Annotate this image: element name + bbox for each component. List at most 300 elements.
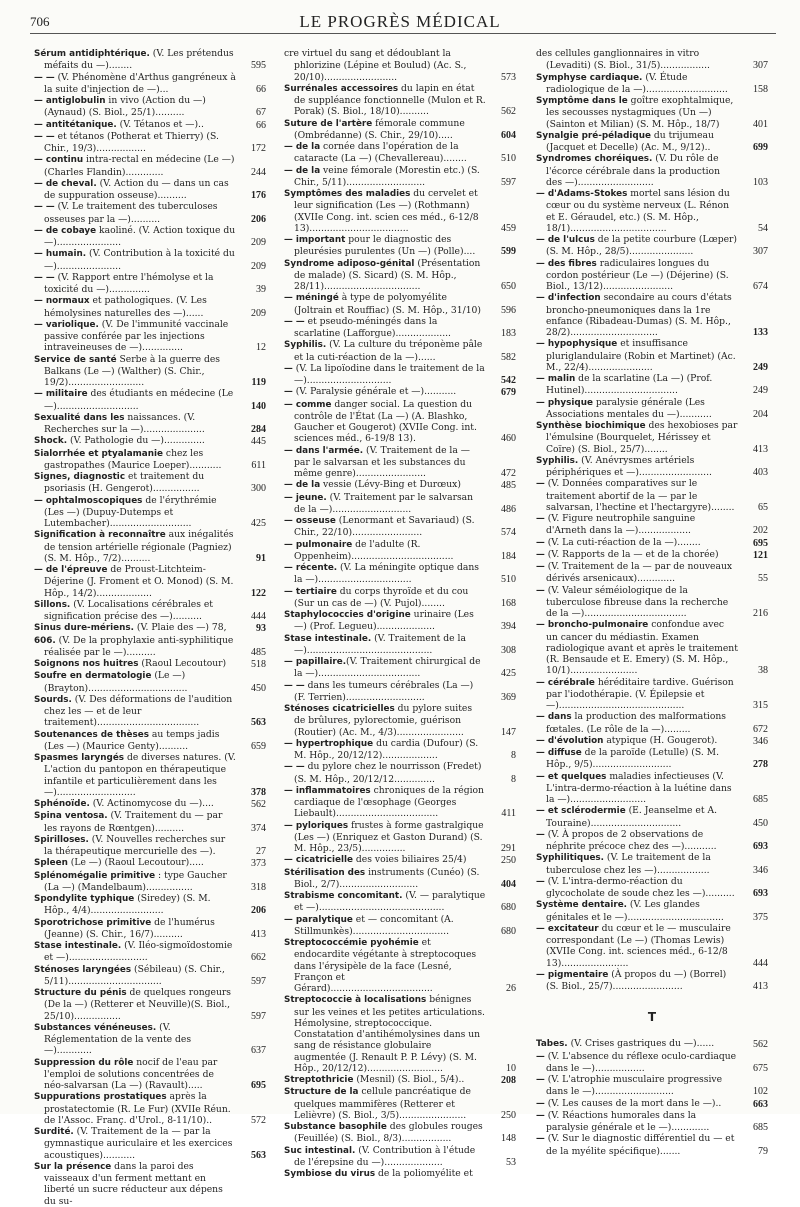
entry-term: — dans: [536, 712, 572, 723]
header-rule: [30, 33, 776, 34]
entry-term: —: [536, 1110, 545, 1121]
entry-reference: instruments (Cunéo) (S. Biol., 2/7)...........................: [294, 866, 480, 890]
entry-reference: (Le —) (Raoul Lecoutour).....: [67, 857, 204, 869]
entry-reference: aux inégalités de tension artérielle régionale (Pagniez) (S. M. Hôp., 7/2)..........: [44, 529, 234, 564]
entry-page-number: 308: [501, 644, 516, 656]
entry-term: — de la: [284, 142, 321, 152]
index-entry: [284, 515, 516, 539]
entry-term: — —: [34, 202, 55, 213]
entry-reference: héréditaire tardive. Guérison par l'iodothérapie. (V. Épilepsie et —)...........................................: [546, 676, 734, 711]
index-entry: [536, 771, 768, 806]
index-entry: [284, 292, 516, 316]
entry-reference: (V. Phénomène d'Arthus gangréneux à la suite d'injection de —)...: [44, 71, 236, 95]
entry-page-number: 444: [753, 957, 768, 969]
entry-term: Sporotrichose primitive: [34, 917, 152, 928]
entry-reference: dans les tumeurs cérébrales (La —) (F. Terrien)...........................: [294, 679, 474, 703]
entry-page-number: 250: [501, 1109, 516, 1121]
entry-page-number: 680: [501, 902, 516, 914]
entry-reference: de l'humérus (Jeanne) (S. Chir., 16/7)..........: [44, 916, 215, 940]
entry-page-number: 611: [251, 459, 266, 471]
index-entry: [284, 785, 516, 820]
entry-reference: maladies infectieuses (V. L'intra-dermo-réaction à la luétine dans la —)..........................: [546, 770, 732, 805]
index-entry: [284, 492, 516, 516]
entry-page-number: 204: [753, 408, 768, 420]
entry-term: — méningé: [284, 293, 339, 304]
entry-page-number: 67: [256, 107, 266, 119]
index-columns: [34, 48, 774, 1207]
entry-page-number: 307: [753, 60, 768, 72]
entry-page-number: 695: [753, 537, 768, 549]
entry-term: — humain.: [34, 249, 87, 260]
entry-term: — de l'ulcus: [536, 235, 595, 245]
entry-reference: (V. L'intra-dermo-réaction du glycocholate de soude chez les —)..........: [544, 875, 735, 899]
entry-page-number: 93: [256, 623, 266, 635]
entry-reference: des étudiants en médecine (Le —)............................: [44, 388, 234, 412]
entry-page-number: 54: [758, 222, 768, 234]
entry-reference: de l'adulte (R. Oppenheim)...................................: [294, 538, 454, 562]
entry-reference: dans la paroi des vaisseaux d'un ferment mettant en liberté un sucre réducteur aux dépens du su-: [44, 1160, 223, 1207]
index-entry: [34, 635, 266, 659]
index-entry: [536, 876, 768, 900]
entry-term: Système dentaire.: [536, 900, 628, 911]
index-entry: [284, 820, 516, 855]
page-header: [30, 12, 770, 34]
entry-reference: des hexobioses par l'émulsine (Bourquelet, Hérissey et Coïre) (S. Biol., 25/7)........: [546, 420, 738, 455]
entry-term: — continu: [34, 155, 84, 166]
entry-term: Signes, diagnostic: [34, 472, 126, 482]
entry-term: Spasmes laryngés: [34, 753, 125, 763]
index-entry: [284, 1168, 516, 1180]
entry-term: —: [536, 549, 545, 560]
entry-page-number: 599: [501, 246, 516, 258]
index-entry: [34, 354, 266, 389]
entry-reference: (V. Les prétendus méfaits du —)........: [44, 48, 234, 72]
entry-term: — de la: [284, 165, 321, 176]
entry-term: Sur la présence: [34, 1161, 112, 1172]
entry-page-number: 176: [251, 190, 266, 201]
entry-page-number: 403: [753, 467, 768, 478]
entry-page-number: 244: [251, 166, 266, 178]
entry-page-number: 158: [753, 83, 768, 95]
entry-term: Syphilis.: [284, 340, 327, 351]
entry-page-number: 168: [501, 597, 516, 609]
entry-page-number: 425: [251, 518, 266, 529]
entry-term: —: [536, 514, 545, 524]
index-entry: [284, 445, 516, 480]
entry-page-number: 573: [501, 71, 516, 83]
entry-reference: de quelques rongeurs (De la —) (Retterer et Neuville)(S. Biol., 25/10)................: [44, 987, 231, 1022]
entry-reference: (Lenormant et Savariaud) (S. Chir., 22/10)........................: [294, 515, 475, 539]
entry-term: — hypophysique: [536, 339, 618, 350]
entry-reference: du pylore chez le nourrisson (Fredet) (S. M. Hôp., 20/12/12..............: [294, 761, 482, 785]
entry-page-number: 206: [251, 905, 266, 917]
entry-term: Suppression du rôle: [34, 1057, 134, 1068]
entry-term: Stérilisation des: [284, 867, 366, 878]
index-entry: [284, 386, 516, 398]
entry-page-number: 637: [251, 1045, 266, 1057]
index-entry: [34, 964, 266, 988]
entry-page-number: 206: [251, 213, 266, 225]
entry-page-number: 8: [511, 773, 516, 785]
entry-reference: (V. Rapport entre l'hémolyse et la toxicité du —)..............: [44, 271, 214, 295]
entry-page-number: 91: [256, 552, 266, 564]
entry-term: — osseuse: [284, 516, 336, 526]
entry-page-number: 693: [753, 888, 768, 899]
entry-reference: (V. L'absence du réflexe oculo-cardiaque dans le —).................: [544, 1050, 737, 1074]
index-entry: [284, 854, 516, 866]
index-entry: [536, 95, 768, 130]
index-entry: [284, 738, 516, 762]
entry-term: Sérum antidiphtérique.: [34, 49, 150, 59]
index-entry: [34, 295, 266, 319]
index-entry: [284, 141, 516, 165]
entry-term: — de l'épreuve: [34, 565, 108, 575]
entry-term: Signification à reconnaître: [34, 530, 166, 541]
index-entry: [284, 761, 516, 785]
entry-page-number: 119: [251, 377, 266, 388]
index-entry: [34, 435, 266, 447]
entry-reference: au temps jadis (Les —) (Maurice Genty)..........: [44, 728, 220, 752]
index-entry: [34, 388, 266, 412]
index-entry: [536, 852, 768, 876]
entry-term: Splénomégalie primitive: [34, 870, 156, 881]
entry-term: Syndromes choréiques.: [536, 154, 653, 165]
entry-term: —: [536, 1134, 545, 1145]
entry-page-number: 460: [501, 433, 516, 445]
entry-page-number: 291: [501, 843, 516, 854]
entry-page-number: 404: [501, 878, 516, 890]
entry-page-number: 202: [753, 525, 768, 537]
entry-page-number: 685: [753, 794, 768, 805]
entry-reference: (V. Paralysie générale et —)...........: [292, 386, 457, 398]
index-entry: [34, 248, 266, 272]
entry-reference: de la poliomyélite et: [375, 1168, 473, 1179]
entry-term: Spleen: [34, 858, 68, 869]
entry-term: Shock.: [34, 436, 68, 447]
entry-reference: cre virtuel du sang et dédoublant la phlorizine (Lépine et Boulud) (Ac. S., 20/10).........................: [284, 48, 467, 83]
entry-term: — —: [34, 272, 55, 283]
entry-term: — comme: [284, 399, 332, 410]
index-entry: [284, 680, 516, 704]
entry-term: — d'infection: [536, 293, 601, 304]
entry-reference: secondaire au cours d'états broncho-pneumoniques dans la 1re enfance (Ribadeau-Dumas) (S. M. Hôp., 28/2)..............................: [546, 292, 732, 338]
entry-term: Sourds.: [34, 694, 72, 705]
index-entry: [284, 633, 516, 657]
entry-term: Stase intestinale.: [34, 941, 122, 951]
entry-page-number: 184: [501, 550, 516, 562]
entry-reference: chez les gastropathes (Maurice Loeper)...........: [44, 447, 222, 471]
entry-reference: (V. De l'immunité vaccinale passive conférée par les injections intraveineuses de —)..............: [44, 318, 229, 354]
index-entry: [284, 914, 516, 938]
entry-reference: (V. Traitement de la — par de nouveaux dérivés arsenicaux).............: [544, 561, 733, 585]
entry-page-number: 596: [501, 304, 516, 316]
entry-page-number: 38: [758, 665, 768, 677]
entry-term: — pulmonaire: [284, 539, 353, 550]
entry-reference: (V. Des déformations de l'audition chez les — et de leur traitement)...................................: [44, 693, 233, 729]
entry-reference: confondue avec un cancer du médiastin. Examen radiologique avant et après le traitement (R. Bensaude et E. Emery) (S. M. Hôp., 10/1).......................: [546, 619, 738, 677]
index-entry: [284, 937, 516, 994]
entry-page-number: 209: [251, 237, 266, 248]
entry-reference: de la petite courbure (Lœper) (S. M. Hôp., 28/5)......................: [546, 234, 737, 258]
entry-term: — d'évolution: [536, 735, 604, 746]
index-entry: [536, 72, 768, 96]
entry-reference: de Proust-Litchteim-Déjerine (J. Froment et O. Monod) (S. M. Hôp., 14/2)...................: [44, 564, 234, 599]
index-entry: [284, 1074, 516, 1086]
index-entry: [284, 656, 516, 680]
entry-page-number: 39: [256, 284, 266, 295]
entry-page-number: 699: [753, 142, 768, 153]
entry-term: — normaux: [34, 296, 90, 307]
entry-reference: (V. L'atrophie musculaire progressive dans le —)...........................: [544, 1074, 723, 1098]
entry-reference: et pathologiques. (V. Les hémolysines naturelles des —)......: [44, 295, 207, 319]
entry-reference: naissances. (V. Recherches sur la —).....................: [44, 411, 205, 435]
entry-term: Streptothricie: [284, 1075, 354, 1085]
entry-reference: (V. Anévrysmes artériels périphériques et —).........................: [546, 454, 712, 478]
index-entry: [284, 479, 516, 491]
entry-term: Tabes.: [536, 1039, 568, 1050]
entry-term: Sexualité dans les: [34, 412, 125, 423]
entry-term: Stase intestinale.: [284, 633, 372, 644]
entry-term: —: [536, 876, 545, 887]
index-entry: [34, 599, 266, 623]
index-column-1: [34, 48, 266, 1207]
entry-page-number: 401: [753, 118, 768, 130]
entry-page-number: 663: [753, 1098, 768, 1110]
entry-page-number: 472: [501, 468, 516, 479]
entry-term: — excitateur: [536, 923, 599, 934]
entry-term: Surrénales accessoires: [284, 83, 399, 94]
index-column-2: [284, 48, 516, 1179]
index-entry: [284, 539, 516, 563]
index-entry: [284, 339, 516, 363]
entry-page-number: 562: [501, 106, 516, 118]
entry-page-number: 373: [251, 858, 266, 870]
entry-term: Suc intestinal.: [284, 1145, 356, 1156]
index-entry: [34, 1057, 266, 1092]
entry-page-number: 148: [501, 1133, 516, 1145]
index-entry: [34, 319, 266, 354]
index-entry: [34, 917, 266, 941]
entry-term: — —: [34, 72, 55, 83]
entry-term: Suppurations prostatiques: [34, 1092, 167, 1103]
entry-term: — —: [284, 680, 305, 691]
entry-page-number: 284: [251, 424, 266, 435]
entry-term: — récente.: [284, 563, 338, 573]
entry-page-number: 216: [753, 608, 768, 619]
entry-reference: (Siredey) (S. M. Hôp., 4/4).........................: [44, 893, 211, 917]
entry-term: — et sclérodermie: [536, 806, 626, 817]
entry-reference: (V. Action du — dans un cas de suppuration osseuse)..........: [44, 177, 229, 201]
entry-term: Sialorrhée et ptyalamanie: [34, 448, 163, 459]
index-entry: [536, 805, 768, 829]
entry-term: —: [536, 1075, 545, 1085]
entry-reference: et tétanos (Potherat et Thierry) (S. Chir., 19/3).................: [44, 130, 219, 154]
entry-page-number: 444: [251, 611, 266, 622]
entry-reference: (V. Contribution à la toxicité du —)......................: [44, 248, 235, 272]
entry-term: Symbiose du virus: [284, 1169, 376, 1179]
index-entry: [34, 178, 266, 202]
entry-term: — de la: [284, 480, 321, 491]
entry-page-number: 394: [501, 621, 516, 633]
index-entry: [536, 420, 768, 455]
entry-reference: (V. Actinomycose du —)....: [89, 798, 214, 809]
entry-page-number: 346: [753, 864, 768, 876]
index-entry: [34, 893, 266, 917]
entry-term: Service de santé: [34, 354, 117, 365]
entry-reference: (V. Valeur séméiologique de la tuberculose fibreuse dans la recherche de la —)...................................: [544, 584, 729, 619]
entry-term: Syphilitiques.: [536, 853, 604, 864]
entry-reference: (V. Les causes de la mort dans le —)..: [544, 1097, 722, 1109]
entry-reference: du cœur et le — musculaire correspondant (Le —) (Thomas Lewis) (XVIIe Cong. int. sciences méd., 6-12/8 13).......................: [546, 922, 731, 969]
entry-page-number: 183: [501, 328, 516, 339]
entry-page-number: 65: [758, 501, 768, 513]
entry-term: — papillaire.: [284, 657, 347, 667]
entry-term: —: [536, 479, 545, 490]
index-entry: [536, 969, 768, 993]
entry-term: Strabisme concomitant.: [284, 891, 403, 901]
index-entry: [284, 83, 516, 118]
index-entry: [34, 752, 266, 798]
entry-reference: du cervelet et leur signification (Les —) (Rothmann) (XVIIe Cong. int. scien ces méd., 6-12/8 13)..................................: [294, 188, 479, 234]
index-entry: [284, 703, 516, 738]
entry-page-number: 604: [501, 129, 516, 141]
entry-page-number: 133: [753, 327, 768, 338]
index-entry: [536, 234, 768, 258]
entry-page-number: 12: [256, 342, 266, 354]
entry-reference: du lapin en état de suppléance fonctionnelle (Mulon et R. Porak) (S. Biol., 18/10)..........: [294, 82, 486, 118]
entry-page-number: 413: [251, 928, 266, 940]
entry-reference: veine fémorale (Morestin etc.) (S. Chir., 5/11)...........................: [294, 164, 480, 188]
index-entry: [536, 48, 768, 72]
index-column-3-lower: [536, 1038, 768, 1157]
index-entry: [536, 513, 768, 537]
entry-reference: (V. Réactions humorales dans la paralysie générale et le —).............: [544, 1109, 710, 1133]
entry-page-number: 486: [501, 503, 516, 515]
entry-reference: du corps thyroïde et du cou (Sur un cas de —) (V. Pujol)........: [294, 585, 469, 609]
entry-page-number: 450: [753, 817, 768, 829]
index-entry: [34, 201, 266, 225]
entry-reference: de diverses natures. (V. L'action du pantopon en thérapeutique infantile et particulièrement dans les —)...........................: [44, 752, 236, 798]
entry-page-number: 674: [753, 281, 768, 292]
entry-term: Substance basophile: [284, 1122, 387, 1132]
entry-reference: des cellules ganglionnaires in vitro (Levaditi) (S. Biol., 31/5).................: [536, 48, 710, 72]
index-entry: [34, 729, 266, 753]
entry-reference: du trijumeau (Jacquet et Decelle) (Ac. M., 9/12)..: [546, 129, 714, 153]
entry-term: Soignons nos huitres: [34, 659, 139, 669]
index-entry: [34, 225, 266, 249]
index-entry: [34, 1126, 266, 1161]
entry-term: — cérébrale: [536, 677, 595, 688]
entry-page-number: 209: [251, 307, 266, 319]
index-entry: [284, 48, 516, 83]
index-entry: [34, 495, 266, 530]
entry-term: — et quelques: [536, 771, 607, 782]
entry-reference: (V. Traitement de la — par le salvarsan et les substances du même genre)........................: [294, 444, 470, 479]
entry-reference: urinaire (Les —) (Prof. Legueu)....................: [294, 609, 474, 633]
entry-term: Sténoses laryngées: [34, 964, 132, 975]
index-entry: [34, 564, 266, 599]
entry-page-number: 563: [251, 717, 266, 729]
index-entry: [284, 234, 516, 258]
index-entry: [536, 258, 768, 293]
entry-reference: (V. Le traitement des tuberculoses osseuses par la —)..........: [44, 201, 218, 225]
index-entry: [34, 622, 266, 634]
entry-page-number: 315: [753, 700, 768, 711]
index-entry: [284, 188, 516, 234]
entry-term: Sinus dure-mériens.: [34, 623, 134, 634]
entry-reference: (Le —) (Brayton)..................................: [44, 670, 188, 694]
entry-page-number: 459: [501, 222, 516, 234]
entry-term: Suture de l'artère: [284, 118, 373, 129]
entry-page-number: 102: [753, 1086, 768, 1098]
entry-term: — broncho-pulmonaire: [536, 620, 649, 631]
entry-reference: et pseudo-méningés dans la scarlatine (Lafforgue)...................: [294, 315, 451, 339]
index-entry: [284, 890, 516, 914]
entry-page-number: 574: [501, 527, 516, 539]
entry-page-number: 572: [251, 1114, 266, 1126]
entry-term: — diffuse: [536, 748, 582, 758]
index-entry: [284, 363, 516, 387]
index-entry: [34, 798, 266, 810]
entry-page-number: 369: [501, 691, 516, 703]
entry-term: Syndrome adiposo-génital: [284, 258, 415, 269]
entry-page-number: 485: [501, 480, 516, 492]
index-entry: [536, 829, 768, 853]
index-entry: [284, 118, 516, 142]
entry-page-number: 672: [753, 723, 768, 735]
entry-term: Symptôme dans le: [536, 96, 628, 106]
index-entry: [284, 258, 516, 293]
entry-page-number: 680: [501, 925, 516, 937]
entry-term: — paralytique: [284, 914, 353, 925]
entry-term: Sténoses cicatricielles: [284, 704, 395, 714]
entry-reference: cornée dans l'opération de la cataracte (La —) (Chevallereau)........: [294, 141, 467, 165]
entry-term: —: [284, 363, 293, 374]
entry-page-number: 650: [501, 281, 516, 292]
entry-term: Soufre en dermatologie: [34, 671, 152, 682]
entry-reference: intra-rectal en médecine (Le —) (Charles Flandin).............: [44, 154, 235, 178]
entry-page-number: 375: [753, 911, 768, 923]
entry-reference: goître exophtalmique, les secousses nystagmiques (Un —) (Sainton et Milian) (S. M. Hôp., 18/7): [546, 95, 734, 130]
index-entry: [536, 549, 768, 561]
entry-page-number: 510: [501, 153, 516, 165]
index-entry: [34, 670, 266, 694]
entry-page-number: 140: [251, 400, 266, 412]
index-entry: [34, 658, 266, 670]
entry-page-number: 374: [251, 822, 266, 834]
entry-page-number: 250: [501, 855, 516, 867]
index-entry: [536, 397, 768, 421]
entry-reference: chroniques de la région cardiaque de l'œsophage (Georges Liebault)...................................: [294, 784, 484, 820]
entry-reference: du pylore suites de brûlures, pylorectomie, guérison (Routier) (Ac. M., 4/3).......................: [294, 703, 473, 738]
index-column-3-upper: [536, 48, 768, 992]
index-entry: [34, 940, 266, 964]
entry-reference: (V. La méningite optique dans la —)................................: [294, 562, 479, 586]
index-entry: [536, 188, 768, 234]
entry-page-number: 695: [251, 1080, 266, 1091]
entry-term: — dans l'armée.: [284, 445, 364, 456]
entry-term: Substances vénéneuses.: [34, 1022, 157, 1033]
entry-reference: (Mesnil) (S. Biol., 5/4)..: [353, 1074, 465, 1085]
entry-term: Spirilloses.: [34, 834, 89, 845]
entry-term: Structure de la: [284, 1087, 359, 1098]
entry-reference: et endocardite végétante à streptocoques dans l'érysipèle de la face (Lesné, Françon et Gérard)...................................: [294, 937, 477, 994]
entry-page-number: 562: [753, 1039, 768, 1051]
entry-page-number: 208: [501, 1075, 516, 1086]
entry-page-number: 542: [501, 375, 516, 386]
entry-page-number: 27: [256, 846, 266, 857]
index-entry: [34, 834, 266, 858]
